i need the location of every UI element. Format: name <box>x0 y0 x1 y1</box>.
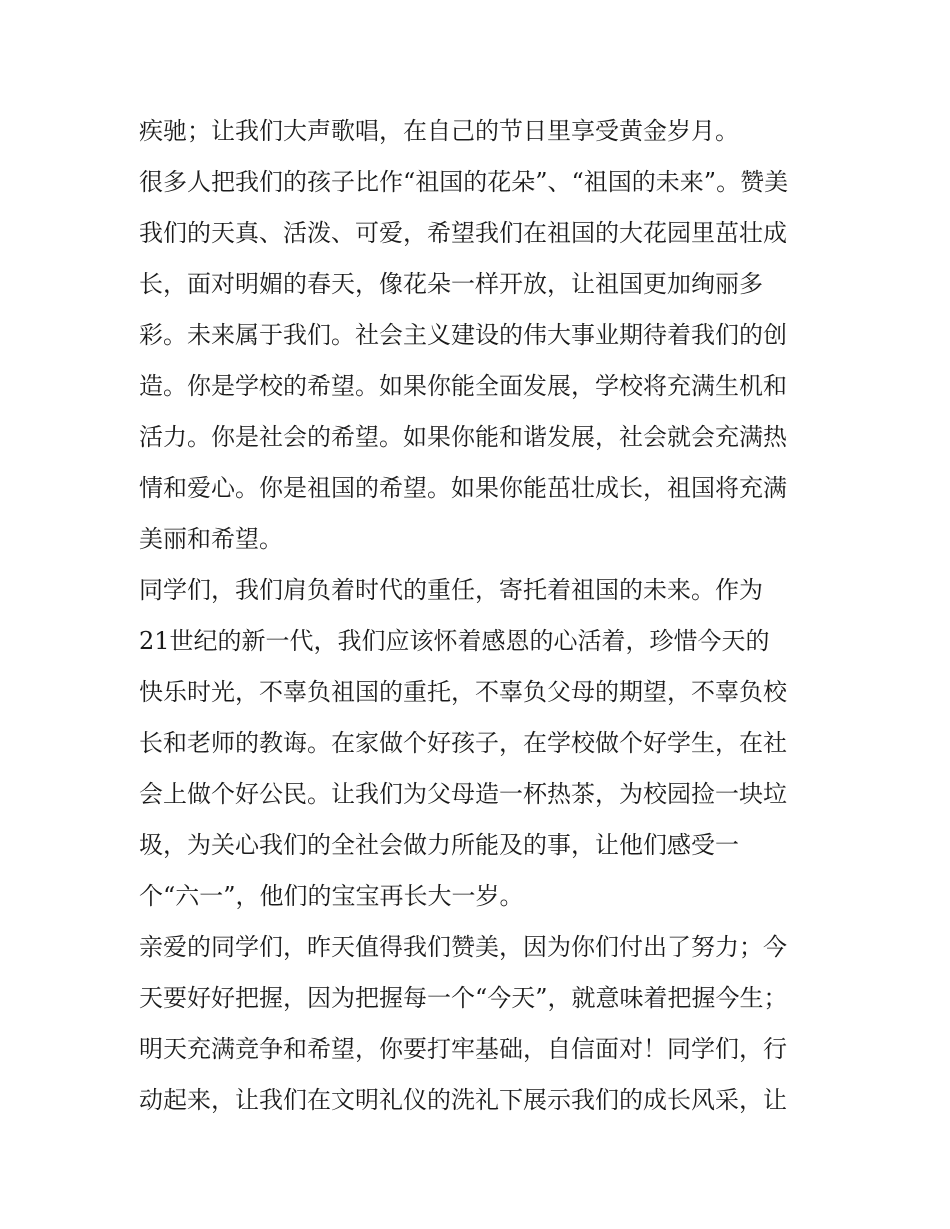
text-line: 我们的天真、活泼、可爱，希望我们在祖国的大花园里茁壮成 <box>139 219 787 247</box>
text-line: 很多人把我们的孩子比作“祖国的花朵”、“祖国的未来”。赞美 <box>139 168 789 196</box>
document-body <box>139 106 829 1126</box>
text-line: 同学们，我们肩负着时代的重任，寄托着祖国的未来。作为 <box>139 576 763 604</box>
text-line: 亲爱的同学们，昨天值得我们赞美，因为你们付出了努力；今 <box>139 933 787 961</box>
text-line: 个“六一”，他们的宝宝再长大一岁。 <box>139 882 524 910</box>
text-line: 长和老师的教诲。在家做个好孩子，在学校做个好学生，在社 <box>139 729 787 757</box>
text-line: 美丽和希望。 <box>139 525 283 553</box>
text-line: 动起来，让我们在文明礼仪的洗礼下展示我们的成长风采，让 <box>139 1086 787 1114</box>
text-line: 情和爱心。你是祖国的希望。如果你能茁壮成长，祖国将充满 <box>139 474 787 502</box>
text-line: 彩。未来属于我们。社会主义建设的伟大事业期待着我们的创 <box>139 321 787 349</box>
text-line: 疾驰；让我们大声歌唱，在自己的节日里享受黄金岁月。 <box>139 117 739 145</box>
text-line: 长，面对明媚的春天，像花朵一样开放，让祖国更加绚丽多 <box>139 270 763 298</box>
text-line: 天要好好把握，因为把握每一个“今天”，就意味着把握今生； <box>139 984 788 1012</box>
text-line: 造。你是学校的希望。如果你能全面发展，学校将充满生机和 <box>139 372 787 400</box>
text-line: 快乐时光，不辜负祖国的重托，不辜负父母的期望，不辜负校 <box>139 678 787 706</box>
text-line: 活力。你是社会的希望。如果你能和谐发展，社会就会充满热 <box>139 423 787 451</box>
text-line: 会上做个好公民。让我们为父母造一杯热茶，为校园捡一块垃 <box>139 780 787 808</box>
text-line: 明天充满竞争和希望，你要打牢基础，自信面对！同学们，行 <box>139 1035 787 1063</box>
text-line: 21世纪的新一代，我们应该怀着感恩的心活着，珍惜今天的 <box>139 627 770 655</box>
text-line: 圾，为关心我们的全社会做力所能及的事，让他们感受一 <box>139 831 739 859</box>
